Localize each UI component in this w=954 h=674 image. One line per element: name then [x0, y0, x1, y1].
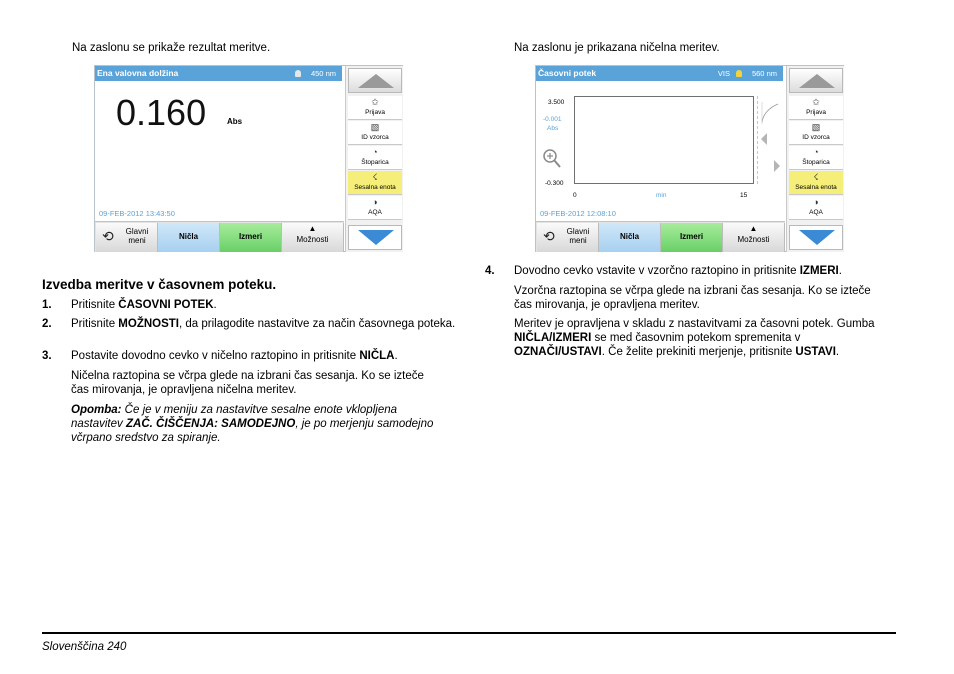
options-label: Možnosti [737, 235, 770, 244]
lamp-icon [295, 70, 301, 77]
scroll-down-button[interactable] [348, 225, 402, 250]
step-text-pre: Pritisnite [71, 318, 119, 330]
undo-arrow-icon: ⟲ [102, 228, 114, 244]
footer-text: Slovenščina 240 [42, 641, 127, 653]
measure-button[interactable] [220, 223, 282, 252]
step-text-post: . [394, 350, 398, 362]
arrow-down-icon [358, 230, 394, 245]
note-text-pre: Če je v meniju za nastavitve sesalne enote vklopljena nastavitev [71, 404, 398, 430]
section-heading: Izvedba meritve v časovnem poteku. [42, 277, 277, 292]
step-text-post: . [838, 265, 842, 277]
side-menu [786, 66, 844, 252]
arrow-up-icon [358, 74, 394, 88]
screen-button-bar [536, 221, 785, 252]
vis-label: VIS [717, 69, 730, 78]
step-number: 1. [42, 299, 52, 311]
options-button[interactable] [282, 223, 344, 252]
step-keyword: MOŽNOSTI [118, 318, 179, 330]
screen-button-bar [95, 221, 344, 252]
step-number: 4. [485, 265, 495, 277]
stopwatch-icon: ◔ [372, 147, 378, 157]
para2-keyword-2: OZNAČI/USTAVI [514, 346, 602, 358]
person-icon: ✩ [812, 97, 820, 107]
side-item-label: AQA [809, 209, 823, 216]
wavelength-value: 450 nm [310, 69, 336, 78]
measurement-value: 0.160 [116, 92, 207, 133]
side-item-label: Štoparica [802, 159, 830, 166]
screen-title-bar [536, 66, 783, 81]
side-item-label: Prijava [365, 109, 385, 116]
step-text [514, 264, 904, 278]
main-menu-button[interactable] [537, 223, 599, 252]
y-axis-max: 3.500 [548, 99, 565, 106]
measurement-unit: Abs [227, 117, 243, 126]
x-axis-unit: min [656, 192, 667, 199]
zero-label: Ničla [178, 232, 199, 241]
main-menu-label-line1: Glavni [566, 227, 590, 236]
side-item-label: ID vzorca [361, 134, 389, 141]
side-item-label: Sesalna enota [795, 184, 837, 191]
step-number: 3. [42, 350, 52, 362]
options-label: Možnosti [296, 235, 329, 244]
step-3-paragraph: Ničelna raztopina se včrpa glede na izbrani čas sesanja. Ko se izteče čas mirovanja, je opravljena ničelna meritev. [71, 370, 424, 396]
screen-title-bar [95, 66, 342, 81]
options-button[interactable] [723, 223, 785, 252]
step-keyword: NIČLA [359, 350, 395, 362]
step-4 [485, 264, 905, 278]
screen-datetime: 09-FEB-2012 12:08:10 [540, 209, 616, 218]
wavelength-value: 560 nm [751, 69, 777, 78]
y-axis-unit: Abs [547, 125, 559, 132]
step-4-paragraph-2 [514, 317, 886, 359]
stopwatch-icon: ◔ [813, 147, 819, 157]
side-item-timer[interactable] [348, 146, 402, 170]
para2-keyword-1: NIČLA/IZMERI [514, 332, 592, 344]
side-item-sipper[interactable] [348, 171, 402, 195]
zero-button[interactable] [158, 223, 220, 252]
y-axis-min: -0.300 [545, 180, 564, 187]
x-axis-end: 15 [740, 192, 748, 199]
main-menu-label-line1: Glavni [125, 227, 149, 236]
lamp-icon [736, 70, 742, 77]
screen-title: Časovni potek [538, 68, 597, 78]
step-text [71, 317, 466, 331]
instrument-screen-single-wavelength [94, 65, 403, 252]
step-text-pre: Pritisnite [71, 299, 119, 311]
para2-text-3: . Če želite prekiniti merjenje, pritisnite [601, 346, 796, 358]
plot-navigation-strip [757, 96, 784, 184]
footer-rule [42, 632, 896, 634]
scroll-up-button[interactable] [789, 68, 843, 93]
main-menu-label [563, 227, 593, 245]
side-item-sample-id[interactable] [789, 121, 843, 145]
magnifier-plus-icon[interactable] [542, 148, 562, 170]
step-4-paragraph-1: Vzorčna raztopina se včrpa glede na izbrani čas sesanja. Ko se izteče čas mirovanja, je opravljena meritev. [514, 285, 871, 311]
side-item-aqa[interactable] [789, 196, 843, 220]
sample-vial-icon: ▧ [370, 122, 380, 132]
side-item-login[interactable] [789, 96, 843, 120]
side-item-label: Sesalna enota [354, 184, 396, 191]
measure-label: Izmeri [238, 232, 263, 241]
step-text-pre: Postavite dovodno cevko v ničelno raztopino in pritisnite [71, 350, 360, 362]
main-menu-label-line2: meni [569, 236, 587, 245]
side-item-label: Prijava [806, 109, 826, 116]
main-menu-label [122, 227, 152, 245]
zero-label: Ničla [619, 232, 640, 241]
main-menu-label-line2: meni [128, 236, 146, 245]
instrument-screen-time-course [535, 65, 844, 252]
step-keyword: IZMERI [799, 265, 839, 277]
right-intro: Na zaslonu je prikazana ničelna meritev. [514, 42, 720, 54]
side-item-sipper[interactable] [789, 171, 843, 195]
left-intro: Na zaslonu se prikaže rezultat meritve. [72, 42, 271, 54]
aqa-icon: ◑ [372, 197, 378, 207]
main-menu-button[interactable] [96, 223, 158, 252]
zero-button[interactable] [599, 223, 661, 252]
step-text [71, 349, 466, 363]
triangle-up-icon: ▲ [749, 224, 758, 233]
note-label: Opomba: [71, 404, 122, 416]
x-axis-start: 0 [573, 192, 577, 199]
para2-text-1: Meritev je opravljena v skladu z nastavitvami za časovni potek. Gumba [514, 318, 875, 330]
wavelength-indicator [295, 66, 336, 81]
aqa-icon: ◑ [813, 197, 819, 207]
scroll-left-icon[interactable] [761, 133, 767, 145]
step-text [71, 298, 466, 312]
triangle-up-icon: ▲ [308, 224, 317, 233]
side-item-aqa[interactable] [348, 196, 402, 220]
side-item-label: AQA [368, 209, 382, 216]
side-item-login[interactable] [348, 96, 402, 120]
step-3 [42, 349, 472, 363]
sample-vial-icon: ▧ [811, 122, 821, 132]
scroll-up-button[interactable] [348, 68, 402, 93]
undo-arrow-icon: ⟲ [543, 228, 555, 244]
step-text-pre: Dovodno cevko vstavite v vzorčno raztopino in pritisnite [514, 265, 800, 277]
note-text-post: , je po merjenju samodejno včrpano sredstvo za spiranje. [71, 418, 434, 444]
side-item-timer[interactable] [789, 146, 843, 170]
step-keyword: ČASOVNI POTEK [118, 299, 214, 311]
side-item-label: ID vzorca [802, 134, 830, 141]
para2-text-4: . [835, 346, 840, 358]
step-text-post: . [213, 299, 217, 311]
para2-keyword-3: USTAVI [795, 346, 836, 358]
person-icon: ✩ [371, 97, 379, 107]
side-menu [345, 66, 403, 252]
sipper-icon: ☇ [372, 172, 378, 182]
arrow-down-icon [799, 230, 835, 245]
note-paragraph [71, 403, 446, 445]
scroll-right-icon[interactable] [774, 160, 780, 172]
step-1 [42, 298, 472, 312]
wavelength-indicator [718, 66, 777, 81]
para2-text-2: se med časovnim potekom spremenita v [591, 332, 801, 344]
time-course-plot [574, 96, 754, 184]
scroll-down-button[interactable] [789, 225, 843, 250]
arrow-up-icon [799, 74, 835, 88]
sipper-icon: ☇ [813, 172, 819, 182]
measure-label: Izmeri [679, 232, 704, 241]
screen-title: Ena valovna dolžina [97, 68, 179, 78]
measure-button[interactable] [661, 223, 723, 252]
screen-datetime: 09-FEB-2012 13:43:50 [99, 209, 175, 218]
step-2 [42, 317, 472, 345]
side-item-sample-id[interactable] [348, 121, 402, 145]
note-keyword: ZAČ. ČIŠČENJA: SAMODEJNO [125, 418, 296, 430]
side-item-label: Štoparica [361, 159, 389, 166]
y-axis-current-value: -0.001 [543, 116, 562, 123]
step-number: 2. [42, 318, 52, 330]
step-text-post: , da prilagodite nastavitve za način časovnega poteka. [179, 318, 456, 330]
